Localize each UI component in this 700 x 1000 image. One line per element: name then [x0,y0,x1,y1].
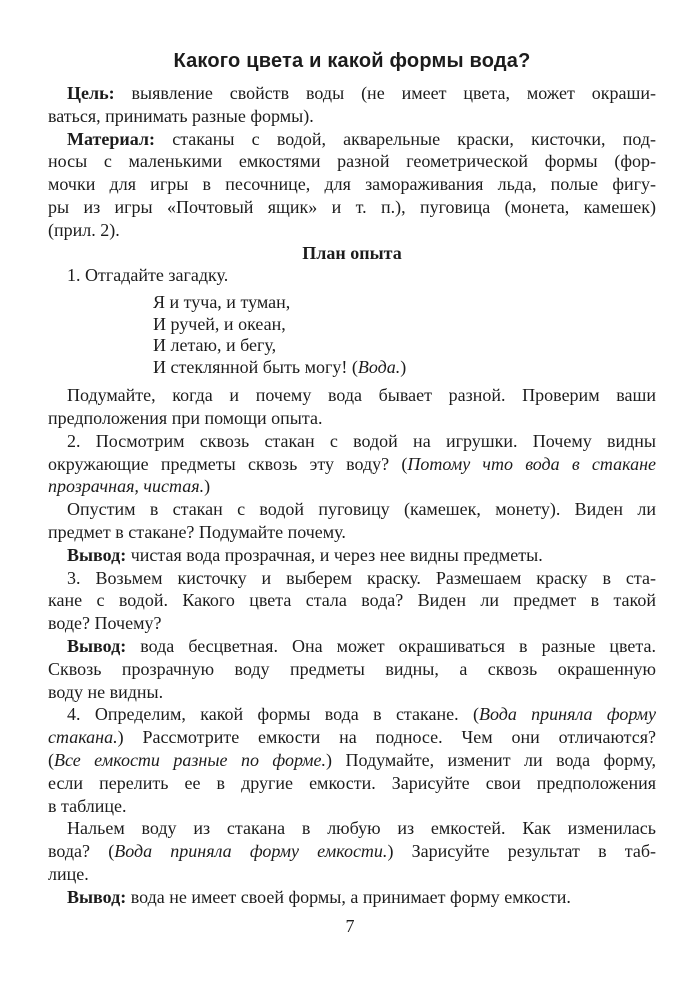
text-line [48,886,656,909]
document-body [48,82,656,909]
text-line [48,173,656,196]
text-line [48,453,656,476]
text-line [48,544,656,567]
paragraph [48,817,656,885]
text-line [48,384,656,407]
text-segment: 4. Определим, какой формы вода в стакане. ( [67,704,479,725]
italic-answer: Вода приняла форму емкости. [114,841,388,862]
text-line [48,196,656,219]
italic-answer: Потому что вода в стакане [407,453,656,474]
page-title: Какого цвета и какой формы вода? [173,50,531,72]
text-line [48,658,656,681]
verse-line [153,335,656,357]
text-segment: Опустим в стакан с водой пуговицу (камешек, монету). Виден ли [67,499,656,520]
text-segment: кане с водой. Какого цвета стала вода? Виден ли предмет в такой [48,590,656,611]
verse-line [153,357,656,379]
text-line [48,817,656,840]
text-segment: окружающие предметы сквозь эту воду? ( [48,453,408,474]
text-segment: ваться, принимать разные формы). [48,105,314,126]
text-line [48,150,656,173]
text-line [48,430,656,453]
text-line [48,681,656,704]
text-line [48,407,656,430]
text-segment: ) Подумайте, изменит ли вода форму, [326,749,656,770]
text-line [48,567,656,590]
bold-label: Материал: [67,128,155,149]
bold-label: Вывод: [67,544,127,565]
text-segment: лице. [48,863,89,884]
text-segment: 1. Отгадайте загадку. [67,265,229,286]
text-segment: вода? ( [48,841,115,862]
text-line [48,726,656,749]
bold-label: Вывод: [67,886,127,907]
text-segment: вода не имеет своей формы, а принимает форму емкости. [126,886,571,907]
paragraph [48,498,656,544]
verse-line [153,292,656,314]
verse-block [153,292,656,378]
text-segment: чистая вода прозрачная, и через нее видны предметы. [126,544,543,565]
text-segment: вода бесцветная. Она может окрашиваться в разные цвета. [126,635,656,656]
text-segment: И летаю, и бегу, [153,335,277,356]
paragraph [48,264,656,287]
text-segment: (прил. 2). [48,219,120,240]
text-segment: воде? Почему? [48,613,162,634]
text-line [48,863,656,886]
text-line [48,703,656,726]
text-segment: выявление свойств воды (не имеет цвета, может окраши- [114,83,656,103]
text-line [48,128,656,151]
text-line [48,264,656,287]
text-segment: если перелить ее в другие емкости. Зарисуйте свои предположения [48,772,656,793]
text-segment: ) [400,356,407,377]
text-line [48,840,656,863]
text-line [48,772,656,795]
paragraph [48,384,656,430]
bold-label: Вывод: [67,635,127,656]
text-line [48,498,656,521]
text-segment: предмет в стакане? Подумайте почему. [48,521,346,542]
paragraph [48,82,656,128]
text-segment: ) Зарисуйте результат в таб- [387,841,656,862]
italic-answer: стакана. [48,727,118,748]
text-line [48,105,656,128]
text-segment: воду не видны. [48,681,164,702]
text-segment: Нальем воду из стакана в любую из емкостей. Как изменилась [67,818,656,839]
text-segment: И ручей, и океан, [153,313,286,334]
text-segment: предположения при помощи опыта. [48,407,323,428]
text-segment: И стеклянной быть могу! ( [153,356,358,377]
bold-label: Цель: [67,83,115,103]
paragraph [48,567,656,635]
paragraph [48,703,656,817]
paragraph [48,430,656,498]
paragraph [48,544,656,567]
text-line [48,795,656,818]
text-line [48,749,656,772]
italic-answer: Вода. [357,356,401,377]
text-segment: в таблице. [48,795,127,816]
text-segment: ) [204,476,211,497]
text-line [48,589,656,612]
text-segment: 3. Возьмем кисточку и выберем краску. Размешаем краску в ста- [67,567,656,588]
text-line [48,521,656,544]
paragraph [48,128,656,242]
paragraph [48,886,656,909]
text-segment: ры из игры «Почтовый ящик» и т. п.), пуговица (монета, камешек) [48,196,656,217]
text-segment: Сквозь прозрачную воду предметы видны, а сквозь окрашенную [48,658,656,679]
italic-answer: Вода приняла форму [478,704,657,725]
text-segment: мочки для игры в песочнице, для замораживания льда, полые фигу- [48,174,656,195]
italic-answer: прозрачная, чистая. [48,476,205,497]
text-segment: стаканы с водой, акварельные краски, кисточки, под- [155,128,656,149]
text-line [48,612,656,635]
text-line [48,635,656,658]
text-segment: носы с маленькими емкостями разной геометрической формы (фор- [48,151,656,172]
text-segment: ( [48,749,54,770]
page-number: 7 [345,916,355,936]
text-segment: 2. Посмотрим сквозь стакан с водой на игрушки. Почему видны [67,430,656,451]
section-heading: План опыта [302,242,402,263]
text-line [48,82,656,105]
text-segment: ) Рассмотрите емкости на подносе. Чем они отличаются? [117,727,656,748]
verse-line [153,314,656,336]
text-line [48,219,656,242]
text-line [48,475,656,498]
paragraph [48,635,656,703]
text-segment: Подумайте, когда и почему вода бывает разной. Проверим ваши [67,385,656,406]
italic-answer: Все емкости разные по форме. [54,749,327,770]
text-segment: Я и туча, и туман, [153,292,291,313]
